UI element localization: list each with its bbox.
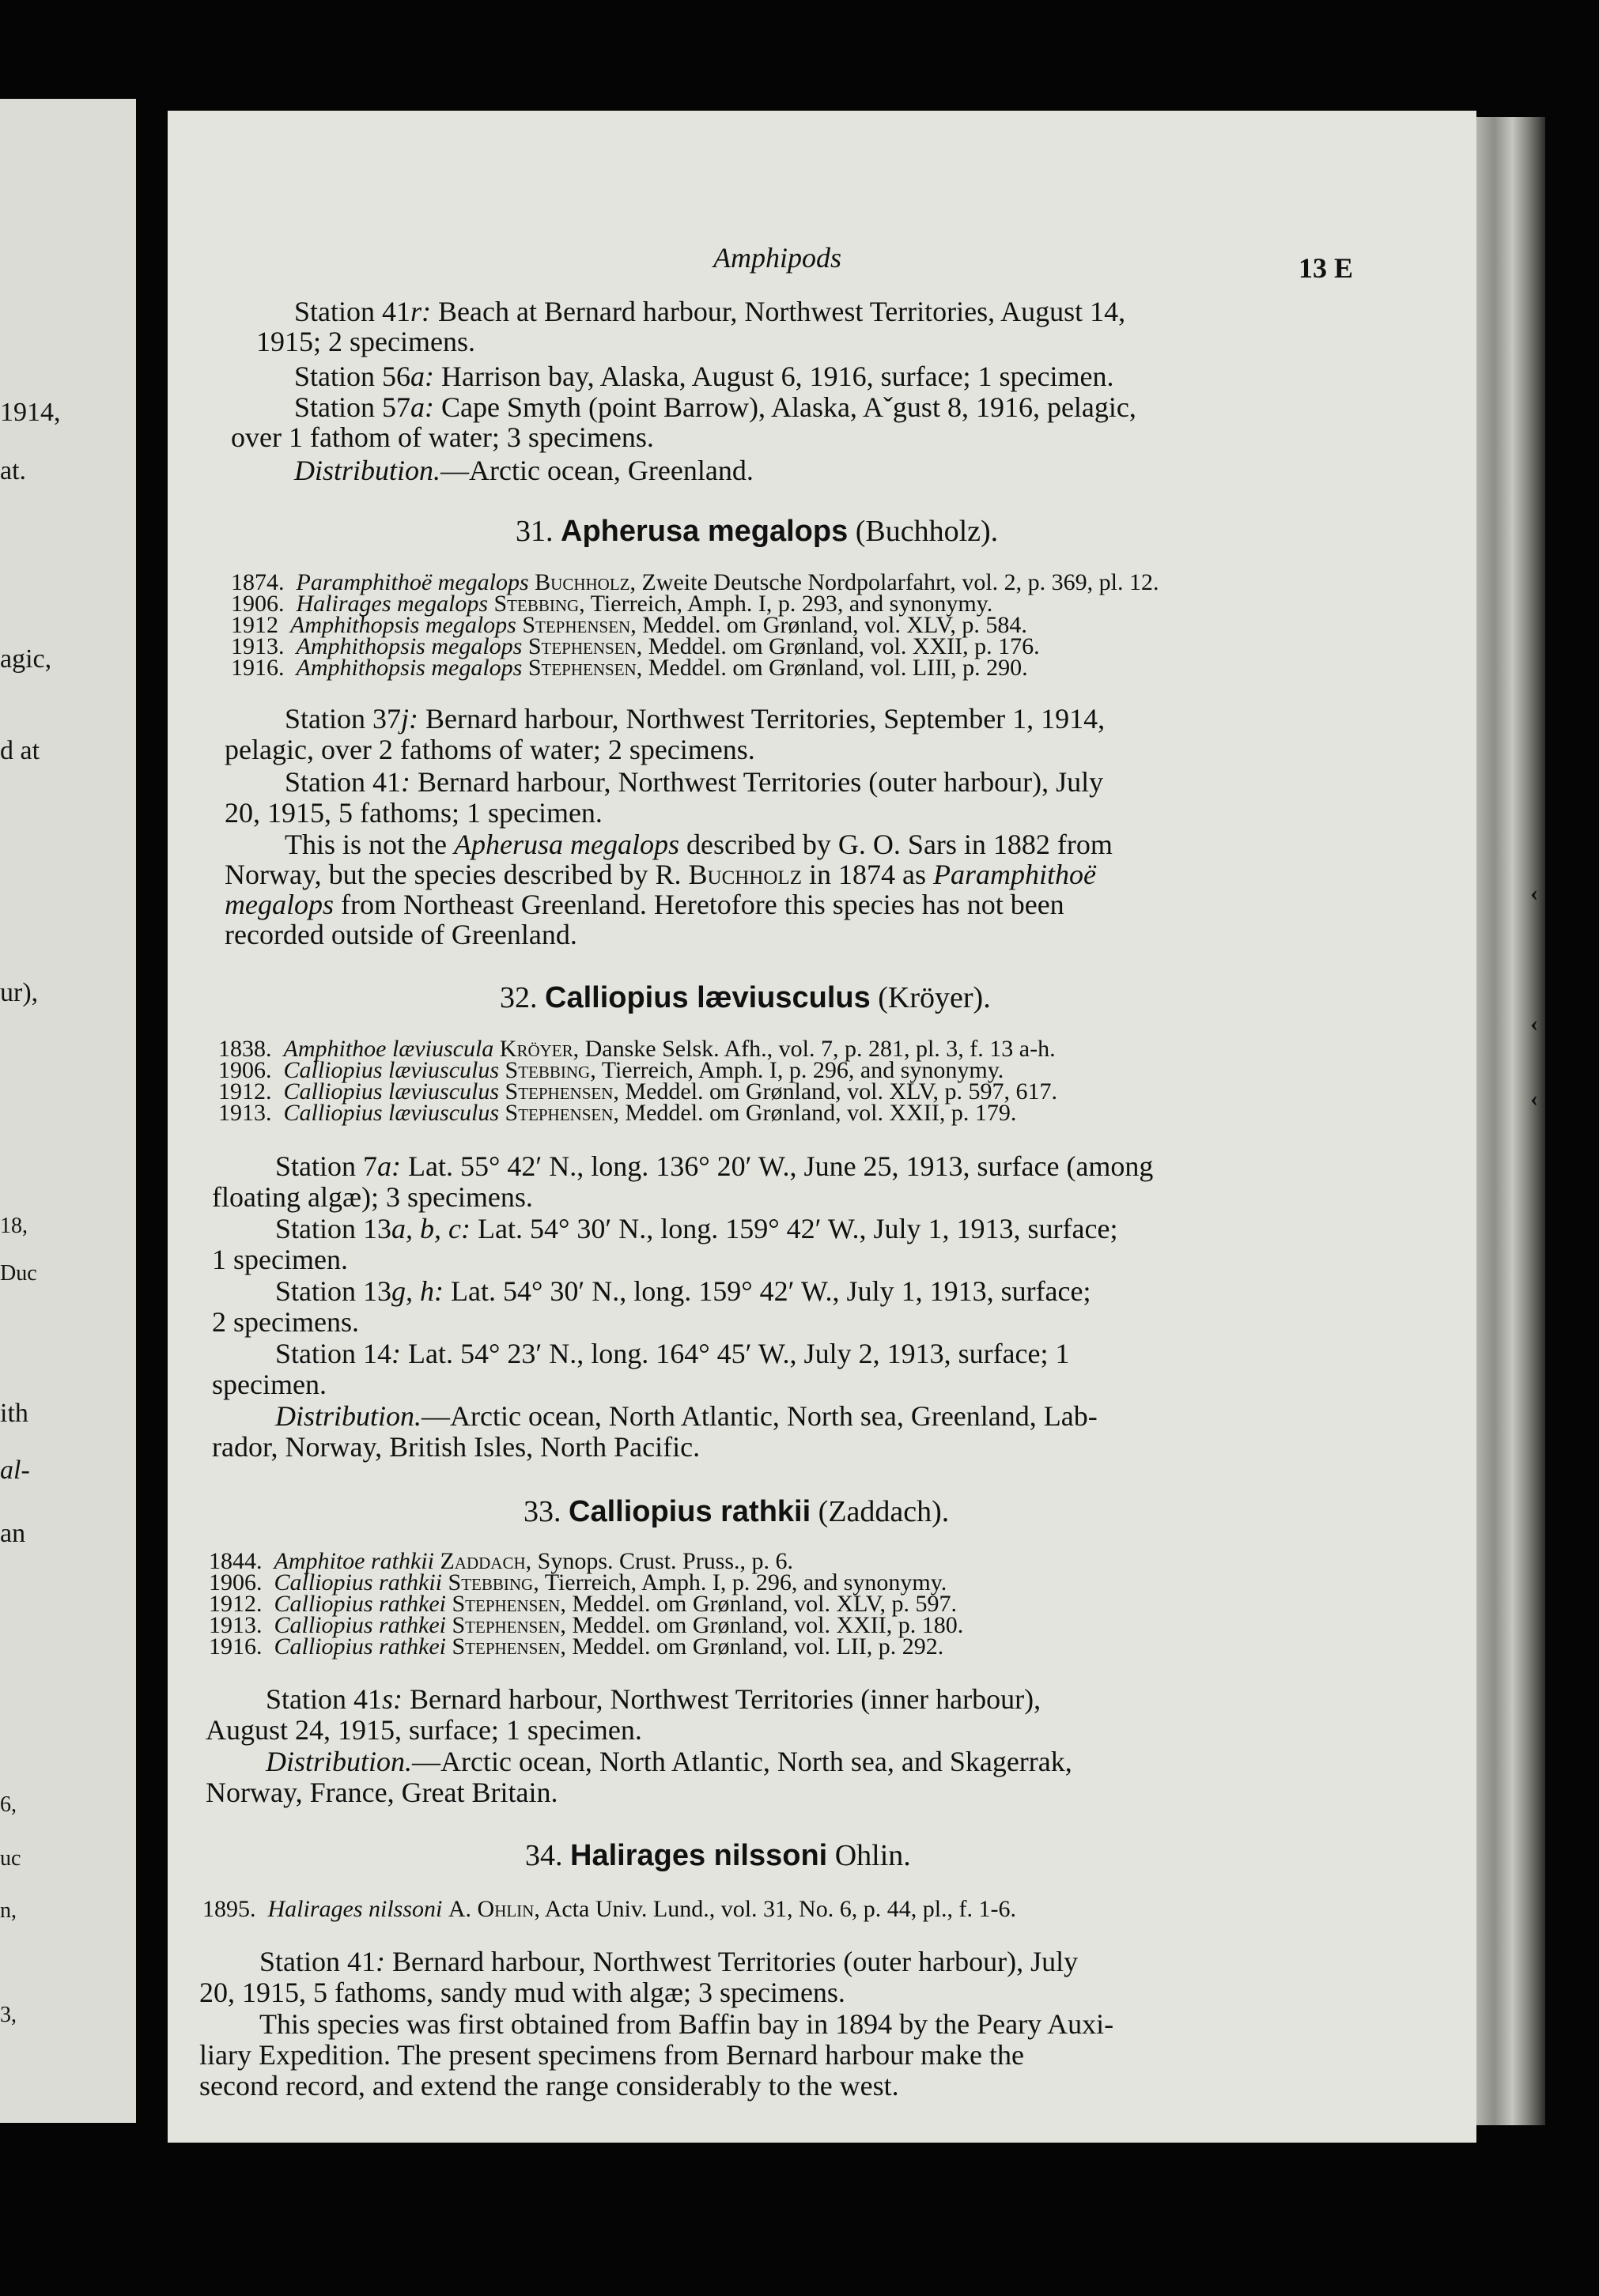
body-line: rador, Norway, British Isles, North Pacific.: [212, 1431, 701, 1463]
body-line: This species was first obtained from Baffin bay in 1894 by the Peary Auxi-: [259, 2008, 1114, 2040]
body-line: Station 7a: Lat. 55° 42′ N., long. 136° 20′ W., June 25, 1913, surface (among: [275, 1150, 1154, 1182]
reference-line: 1906. Halirages megalops Stebbing, Tierreich, Amph. I, p. 293, and synonymy.: [231, 591, 993, 617]
left-margin-text: ur),: [0, 978, 39, 1007]
reference-line: 1913. Amphithopsis megalops Stephensen, Meddel. om Grønland, vol. XXII, p. 176.: [231, 633, 1040, 659]
body-line: 2 specimens.: [212, 1306, 359, 1338]
edge-mark: ‹: [1530, 1010, 1538, 1037]
species-heading: 34. Halirages nilssoni Ohlin.: [525, 1839, 911, 1872]
reference-line: 1906. Calliopius rathkii Stebbing, Tierreich, Amph. I, p. 296, and synonymy.: [209, 1569, 947, 1595]
book-page: [168, 111, 1476, 2143]
body-line: Norway, but the species described by R. Buchholz in 1874 as Paramphithoë: [225, 859, 1096, 890]
left-margin-text: Duc: [0, 1261, 37, 1286]
body-line: liary Expedition. The present specimens from Bernard harbour make the: [199, 2039, 1024, 2071]
body-line: pelagic, over 2 fathoms of water; 2 specimens.: [225, 734, 755, 765]
running-head: Amphipods: [713, 242, 841, 274]
reference-line: 1895. Halirages nilssoni A. Ohlin, Acta Univ. Lund., vol. 31, No. 6, p. 44, pl., f. 1-6.: [202, 1896, 1017, 1922]
body-line: floating algæ); 3 specimens.: [212, 1181, 533, 1213]
left-margin-text: at.: [0, 456, 27, 485]
left-margin-text: ith: [0, 1399, 28, 1428]
reference-line: 1912 Amphithopsis megalops Stephensen, Meddel. om Grønland, vol. XLV, p. 584.: [231, 612, 1027, 638]
body-line: specimen.: [212, 1369, 327, 1400]
page-edge-stack: [1472, 117, 1545, 2125]
species-heading: 33. Calliopius rathkii (Zaddach).: [524, 1495, 950, 1528]
reference-line: 1874. Paramphithoë megalops Buchholz, Zweite Deutsche Nordpolarfahrt, vol. 2, p. 369, pl. 12.: [231, 569, 1159, 595]
reference-line: 1916. Amphithopsis megalops Stephensen, Meddel. om Grønland, vol. LIII, p. 290.: [231, 655, 1028, 681]
body-line: Norway, France, Great Britain.: [206, 1777, 558, 1808]
reference-line: 1913. Calliopius læviusculus Stephensen, Meddel. om Grønland, vol. XXII, p. 179.: [218, 1100, 1017, 1126]
left-margin-text: 6,: [0, 1792, 17, 1817]
body-line: Station 14: Lat. 54° 23′ N., long. 164° 45′ W., July 2, 1913, surface; 1: [275, 1338, 1070, 1369]
left-margin-text: 3,: [0, 2003, 17, 2027]
left-margin-text: 18,: [0, 1214, 28, 1238]
edge-mark: ‹: [1530, 880, 1538, 906]
body-line: megalops from Northeast Greenland. Heretofore this species has not been: [225, 889, 1064, 920]
body-line: August 24, 1915, surface; 1 specimen.: [206, 1714, 642, 1746]
body-line: Station 41s: Bernard harbour, Northwest Territories (inner harbour),: [266, 1683, 1041, 1715]
body-line: 20, 1915, 5 fathoms; 1 specimen.: [225, 797, 603, 829]
body-line: Station 57a: Cape Smyth (point Barrow), Alaska, Aˇgust 8, 1916, pelagic,: [294, 391, 1136, 423]
body-line: Station 56a: Harrison bay, Alaska, August 6, 1916, surface; 1 specimen.: [294, 361, 1114, 392]
species-heading: 31. Apherusa megalops (Buchholz).: [516, 515, 999, 548]
reference-line: 1838. Amphithoe læviuscula Kröyer, Danske Selsk. Afh., vol. 7, p. 281, pl. 3, f. 13 a-h.: [218, 1036, 1056, 1062]
reference-line: 1912. Calliopius læviusculus Stephensen, Meddel. om Grønland, vol. XLV, p. 597, 617.: [218, 1078, 1058, 1105]
body-line: Station 41: Bernard harbour, Northwest Territories (outer harbour), July: [285, 766, 1104, 798]
reference-line: 1912. Calliopius rathkei Stephensen, Meddel. om Grønland, vol. XLV, p. 597.: [209, 1591, 958, 1617]
reference-line: 1906. Calliopius læviusculus Stebbing, Tierreich, Amph. I, p. 296, and synonymy.: [218, 1057, 1004, 1083]
left-margin-text: agic,: [0, 644, 52, 674]
left-margin-text: an: [0, 1519, 26, 1548]
reference-line: 1913. Calliopius rathkei Stephensen, Meddel. om Grønland, vol. XXII, p. 180.: [209, 1612, 964, 1638]
body-line: This is not the Apherusa megalops described by G. O. Sars in 1882 from: [285, 829, 1113, 860]
edge-mark: ‹: [1530, 1086, 1538, 1112]
reference-line: 1916. Calliopius rathkei Stephensen, Meddel. om Grønland, vol. LII, p. 292.: [209, 1633, 944, 1660]
page-number: 13 E: [1298, 252, 1354, 284]
left-margin-text: uc: [0, 1846, 21, 1871]
body-line: 20, 1915, 5 fathoms, sandy mud with algæ; 3 specimens.: [199, 1977, 845, 2008]
body-line: Distribution.—Arctic ocean, Greenland.: [294, 455, 754, 486]
body-line: Station 13g, h: Lat. 54° 30′ N., long. 159° 42′ W., July 1, 1913, surface;: [275, 1275, 1091, 1307]
body-line: Distribution.—Arctic ocean, North Atlantic, North sea, Greenland, Lab-: [275, 1400, 1098, 1432]
species-heading: 32. Calliopius læviusculus (Kröyer).: [500, 981, 991, 1014]
body-line: Station 13a, b, c: Lat. 54° 30′ N., long. 159° 42′ W., July 1, 1913, surface;: [275, 1213, 1118, 1244]
body-line: Station 37j: Bernard harbour, Northwest Territories, September 1, 1914,: [285, 703, 1106, 734]
body-line: Station 41: Bernard harbour, Northwest Territories (outer harbour), July: [259, 1946, 1079, 1977]
body-line: Station 41r: Beach at Bernard harbour, Northwest Territories, August 14,: [294, 296, 1126, 327]
left-page-fragment: [0, 99, 136, 2123]
left-margin-text: 1914,: [0, 398, 61, 427]
left-margin-text: d at: [0, 736, 40, 765]
body-line: 1915; 2 specimens.: [256, 326, 475, 357]
left-margin-text: al-: [0, 1456, 30, 1485]
body-line: Distribution.—Arctic ocean, North Atlantic, North sea, and Skagerrak,: [266, 1746, 1072, 1777]
reference-line: 1844. Amphitoe rathkii Zaddach, Synops. Crust. Pruss., p. 6.: [209, 1548, 794, 1574]
body-line: 1 specimen.: [212, 1244, 348, 1275]
body-line: over 1 fathom of water; 3 specimens.: [231, 421, 654, 453]
body-line: recorded outside of Greenland.: [225, 919, 577, 950]
body-line: second record, and extend the range considerably to the west.: [199, 2070, 899, 2102]
left-margin-text: n,: [0, 1898, 17, 1923]
